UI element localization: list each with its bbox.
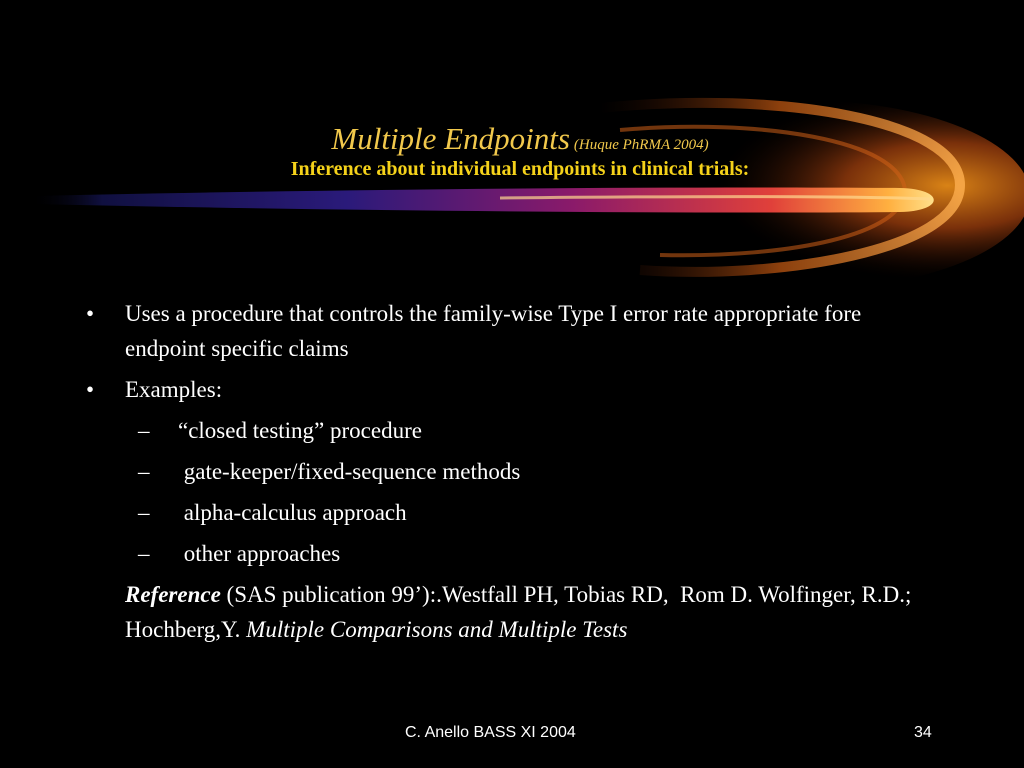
reference-label: Reference [125,582,221,607]
example-text: alpha-calculus approach [178,500,407,525]
example-text: other approaches [178,541,341,566]
bullet-marker: • [86,301,95,326]
slide-subtitle: Inference about individual endpoints in clinical trials: [290,158,750,181]
bullet-item [86,296,926,366]
title-block [0,122,1024,181]
bullet-marker: • [86,377,95,402]
slide-content [86,296,926,647]
example-item [86,454,926,489]
bullet-text: Examples: [125,377,223,402]
dash-marker: – [138,418,150,443]
title-line [0,122,1024,156]
bullet-text: Uses a procedure that controls the family-wise Type I error rate appropriate fore endpoint specific claims [125,301,862,361]
slide-title: Multiple Endpoints [331,121,570,156]
title-citation: (Huque PhRMA 2004) [573,137,709,153]
example-text: “closed testing” procedure [178,418,422,443]
dash-marker: – [138,541,150,566]
bullet-item [86,372,926,407]
example-item [86,495,926,530]
reference-book-title: Multiple Comparisons and Multiple Tests [246,617,628,642]
dash-marker: – [138,459,150,484]
dash-marker: – [138,500,150,525]
example-text: gate-keeper/fixed-sequence methods [178,459,521,484]
footer-author: C. Anello BASS XI 2004 [405,724,576,741]
example-item [86,413,926,448]
page-number: 34 [914,724,932,741]
example-item [86,536,926,571]
reference-body: (SAS publication 99’):.Westfall PH, Tobias RD, Rom D. Wolfinger, R.D.; Hochberg,Y. [125,582,918,642]
reference-paragraph [86,577,926,647]
